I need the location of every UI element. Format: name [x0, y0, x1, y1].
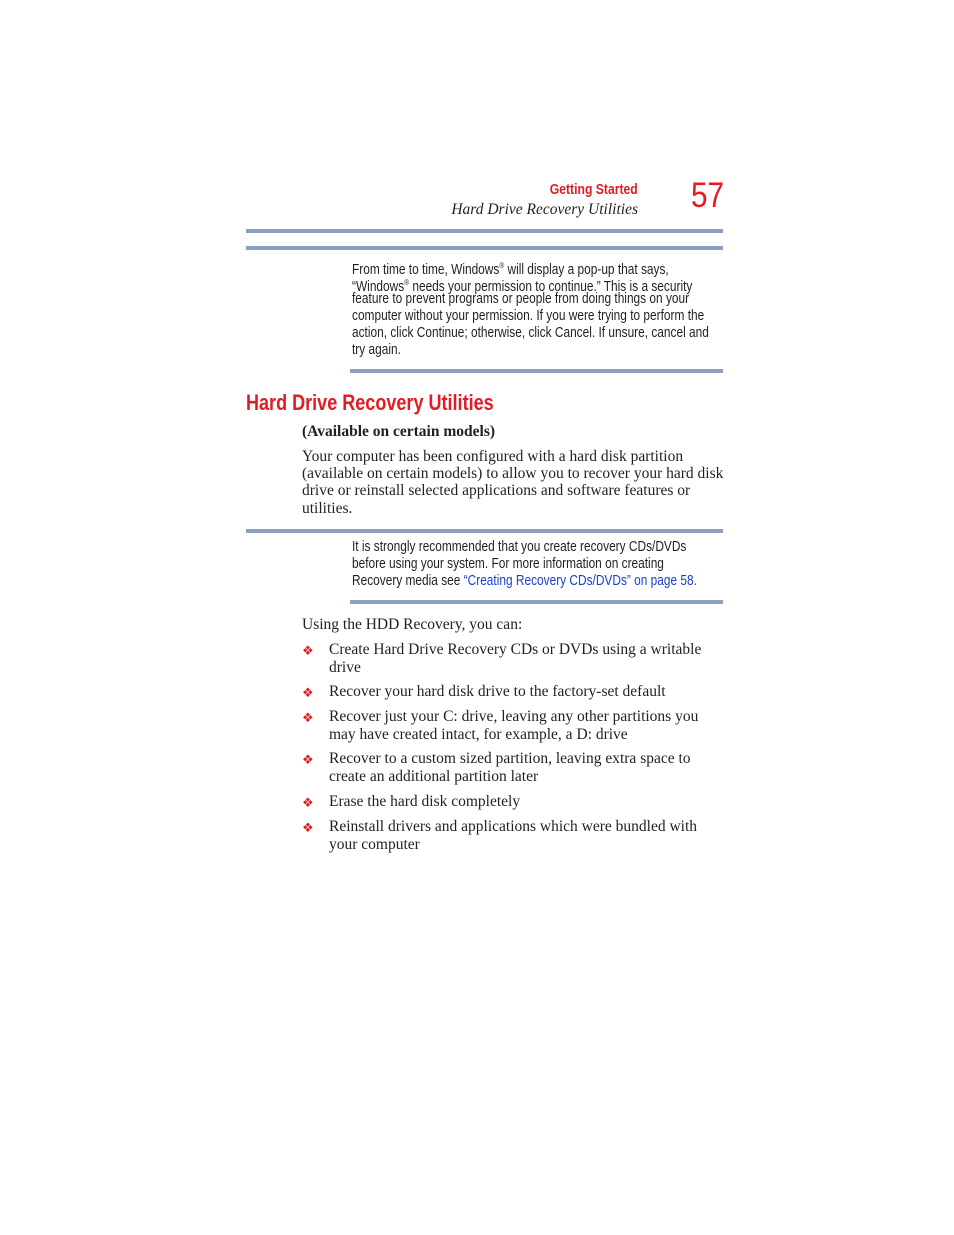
list-item: Recover to a custom sized partition, leaving extra space to create an additional partition later [329, 750, 691, 785]
note-line: computer without your permission. If you were trying to perform the [352, 308, 705, 324]
note-bottom-rule [350, 369, 723, 373]
bullet-icon: ❖ [302, 752, 314, 767]
page-number: 57 [691, 176, 725, 215]
list-item: Create Hard Drive Recovery CDs or DVDs using a writable drive [329, 641, 702, 676]
list-lead: Using the HDD Recovery, you can: [302, 616, 523, 633]
note-line: before using your system. For more information on creating [352, 556, 664, 572]
note-line: try again. [352, 342, 401, 358]
intro-line: (available on certain models) to allow you to recover your hard disk [302, 465, 724, 482]
bullet-icon: ❖ [302, 820, 314, 835]
note-bottom-rule [350, 600, 723, 604]
bullet-icon: ❖ [302, 685, 314, 700]
note-line: feature to prevent programs or people from doing things on your [352, 291, 690, 307]
header-rule [246, 229, 723, 233]
bullet-icon: ❖ [302, 643, 314, 658]
list-item: Erase the hard disk completely [329, 793, 521, 810]
note-top-rule [246, 246, 723, 250]
running-head-section: Hard Drive Recovery Utilities [451, 201, 638, 218]
intro-line: drive or reinstall selected applications and software features or [302, 482, 691, 499]
list-item: Recover just your C: drive, leaving any other partitions you may have created intact, for example, a D: drive [329, 708, 699, 743]
intro-line: Your computer has been configured with a hard disk partition [302, 448, 684, 465]
chapter-title: Getting Started [550, 182, 638, 198]
list-item: Reinstall drivers and applications which were bundled with your computer [329, 818, 698, 853]
section-heading: Hard Drive Recovery Utilities [246, 390, 494, 415]
list-item: Recover your hard disk drive to the factory-set default [329, 683, 666, 700]
bullet-icon: ❖ [302, 710, 314, 725]
availability-note: (Available on certain models) [302, 423, 496, 440]
bullet-icon: ❖ [302, 795, 314, 810]
note-line: From time to time, Windows® will display a pop-up that says, [352, 261, 669, 278]
note-top-rule [246, 529, 723, 533]
note-line: “Windows® needs your permission to continue.” This is a security [352, 278, 693, 295]
note-line: It is strongly recommended that you create recovery CDs/DVDs [352, 539, 687, 555]
cross-reference-link[interactable]: “Creating Recovery CDs/DVDs” on page 58 [463, 573, 694, 589]
note-line: action, click Continue; otherwise, click Cancel. If unsure, cancel and [352, 325, 709, 341]
intro-line: utilities. [302, 500, 353, 517]
note-line: Recovery media see “Creating Recovery CDs/DVDs” on page 58. [352, 573, 697, 589]
